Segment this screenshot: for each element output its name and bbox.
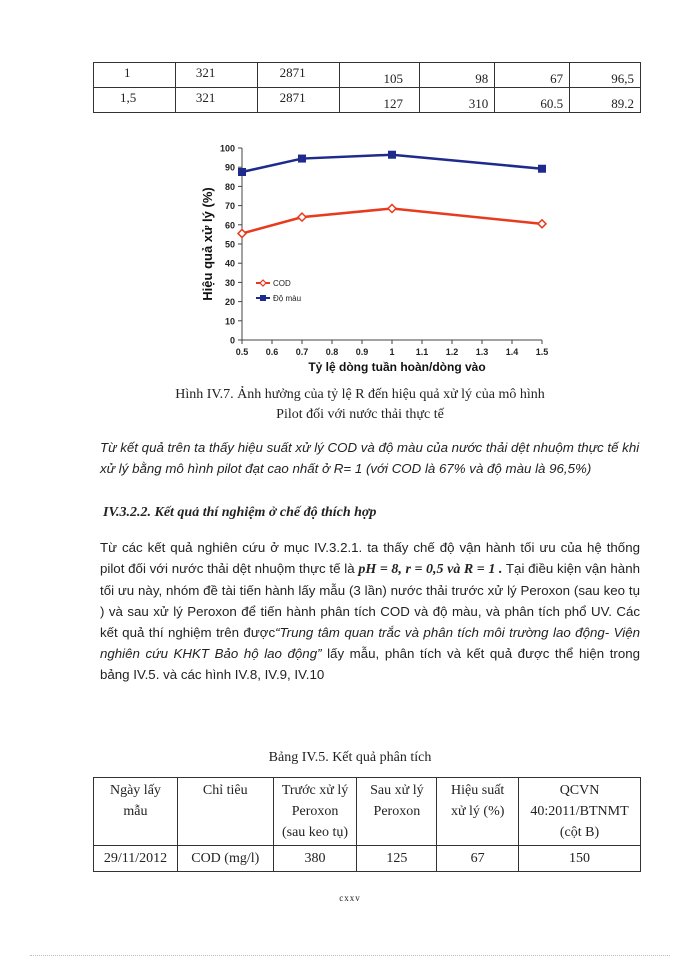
table-row xyxy=(94,63,641,88)
conclusion-paragraph: Từ kết quả trên ta thấy hiệu suất xử lý COD và độ màu của nước thải dệt nhuộm thực tế khi xử lý bằng mô hình pilot đạt cao nhất ở R= 1 (với COD là 67% và độ màu là 96,5%) xyxy=(100,440,640,476)
line-chart xyxy=(190,132,560,378)
x-tick-label: 1.2 xyxy=(445,347,459,357)
figure-caption xyxy=(0,385,700,425)
body-text: Tại điều kiện vận hành tối ưu này, nhóm đề tài tiến hành lấy mẫu (3 lần) nước thải trước xử lý Peroxon (sau keo tụ ) và sau xử lý Peroxon để tiến hành phân tích COD và độ màu, và phân tích phổ UV. Các kết quả thí nghiệm trên được xyxy=(100,561,640,640)
table-cell: 380 xyxy=(273,846,357,872)
header-after: Sau xử lý Peroxon xyxy=(357,778,437,846)
legend-label-color: Độ màu xyxy=(273,294,302,303)
header-parameter: Chỉ tiêu xyxy=(177,778,273,846)
body-text: lấy mẫu, phân tích và kết quả được thể hiện trong bảng IV.5. và các hình IV.8, IV.9, IV.10 xyxy=(100,646,640,682)
data-point-color xyxy=(238,168,246,176)
page-number: cxxv xyxy=(339,893,361,903)
table-cell: 321 xyxy=(175,88,257,113)
x-tick-label: 0.8 xyxy=(325,347,339,357)
table-cell: 125 xyxy=(357,846,437,872)
header-before: Trước xử lý Peroxon (sau keo tụ) xyxy=(273,778,357,846)
x-tick-label: 0.7 xyxy=(295,347,309,357)
data-point-cod xyxy=(388,204,396,212)
table-cell: COD (mg/l) xyxy=(177,846,273,872)
top-results-table xyxy=(93,62,641,113)
legend-color-marker xyxy=(260,295,266,301)
x-tick-label: 1.4 xyxy=(505,347,519,357)
data-point-color xyxy=(538,165,546,173)
table-row xyxy=(94,88,641,113)
section-heading: IV.3.2.2. Kết quả thí nghiệm ở chế độ thích hợp xyxy=(103,505,377,520)
legend-label-cod: COD xyxy=(273,279,291,288)
table-caption: Bảng IV.5. Kết quả phân tích xyxy=(268,750,432,765)
table-cell: 1 xyxy=(94,63,176,88)
data-point-color xyxy=(388,151,396,159)
table-cell: 150 xyxy=(519,846,641,872)
y-axis-label: Hiệu quả xử lý (%) xyxy=(200,187,215,301)
y-tick-label: 60 xyxy=(224,220,235,231)
x-axis-label: Tỷ lệ dòng tuần hoàn/dòng vào xyxy=(308,360,486,374)
x-tick-label: 1 xyxy=(389,347,395,357)
x-tick-label: 0.9 xyxy=(355,347,369,357)
y-tick-label: 20 xyxy=(224,297,235,308)
table-row xyxy=(94,846,641,872)
data-point-cod xyxy=(238,229,246,237)
table-header-row xyxy=(94,778,641,846)
y-tick-label: 40 xyxy=(224,258,235,269)
header-date: Ngày lấy mẫu xyxy=(94,778,178,846)
analysis-results-table xyxy=(93,777,641,872)
figure-caption-line2: Pilot đối với nước thải thực tế xyxy=(276,407,444,422)
legend-cod-marker xyxy=(260,280,266,286)
y-tick-label: 90 xyxy=(224,162,235,173)
table-cell: 1,5 xyxy=(94,88,176,113)
table-cell: 2871 xyxy=(257,88,339,113)
table-cell: 96,5 xyxy=(570,63,641,88)
table-cell: 2871 xyxy=(257,63,339,88)
y-tick-label: 100 xyxy=(219,143,235,154)
table-cell: 98 xyxy=(420,63,495,88)
table-cell: 67 xyxy=(495,63,570,88)
table-cell: 310 xyxy=(420,88,495,113)
table-cell: 127 xyxy=(339,88,420,113)
body-bold-text: pH = 8, r = 0,5 và R = 1 . xyxy=(358,562,503,577)
body-paragraph xyxy=(100,537,640,685)
body-text: Từ các kết quả nghiên cứu ở mục IV.3.2.1. ta thấy chế độ vận hành tối ưu của hệ thống pilot đối với nước thải dệt nhuộm thực tế là xyxy=(100,540,640,576)
y-tick-label: 10 xyxy=(224,316,235,327)
x-tick-label: 0.6 xyxy=(265,347,279,357)
table-cell: 67 xyxy=(437,846,519,872)
figure-caption-line1: Hình IV.7. Ảnh hưởng của tỷ lệ R đến hiệu quả xử lý của mô hình xyxy=(175,387,545,402)
table-cell: 89.2 xyxy=(570,88,641,113)
body-italic-text: “Trung tâm quan trắc và phân tích môi trường lao động- Viện nghiên cứu KHKT Bảo hộ lao động” xyxy=(100,625,640,661)
table-cell: 321 xyxy=(175,63,257,88)
x-tick-label: 1.5 xyxy=(535,347,549,357)
data-point-cod xyxy=(538,220,546,228)
y-tick-label: 80 xyxy=(224,181,235,192)
y-tick-label: 0 xyxy=(229,335,235,346)
x-tick-label: 1.3 xyxy=(475,347,489,357)
table-cell: 60.5 xyxy=(495,88,570,113)
header-efficiency: Hiệu suất xử lý (%) xyxy=(437,778,519,846)
page-bottom-divider xyxy=(30,955,670,956)
x-tick-label: 0.5 xyxy=(235,347,249,357)
data-point-cod xyxy=(298,213,306,221)
x-tick-label: 1.1 xyxy=(415,347,429,357)
header-standard: QCVN 40:2011/BTNMT (cột B) xyxy=(519,778,641,846)
table-cell: 29/11/2012 xyxy=(94,846,178,872)
table-cell: 105 xyxy=(339,63,420,88)
y-tick-label: 70 xyxy=(224,201,235,212)
y-tick-label: 30 xyxy=(224,277,235,288)
y-tick-label: 50 xyxy=(224,239,235,250)
data-point-color xyxy=(298,155,306,163)
